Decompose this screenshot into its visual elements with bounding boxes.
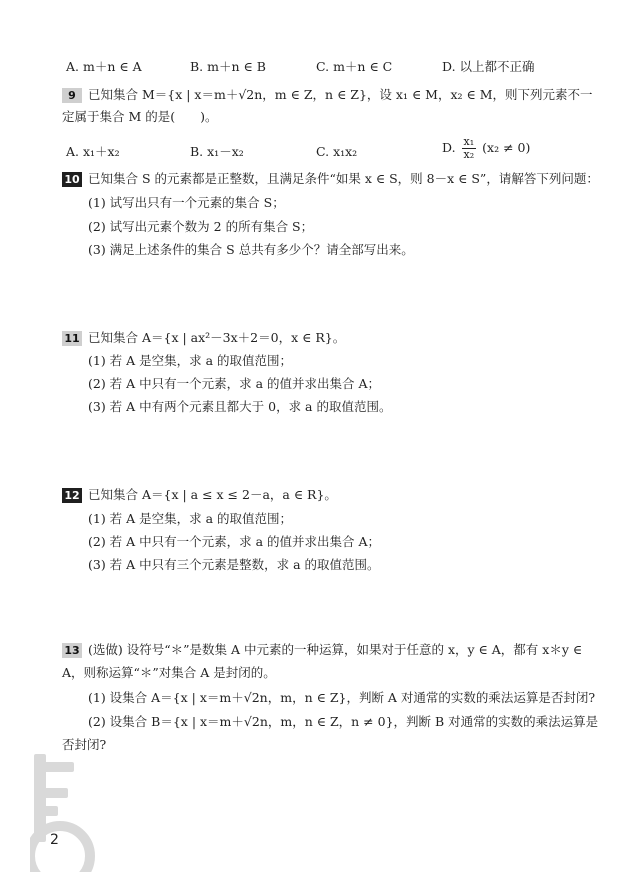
- q9-option-d-numerator: x₁: [463, 135, 475, 148]
- q8-option-c: C. m＋n ∈ C: [316, 59, 393, 74]
- q11-stem: [62, 329, 345, 347]
- q9-option-c: C. x₁x₂: [316, 144, 358, 159]
- q11-sub3: (3) 若 A 中有两个元素且都大于 0，求 a 的取值范围。: [88, 399, 392, 414]
- q10-sub2: (2) 试写出元素个数为 2 的所有集合 S；: [88, 219, 314, 234]
- q8-option-b: B. m＋n ∈ B: [190, 59, 266, 74]
- q11-number-badge: 11: [62, 331, 82, 346]
- key-decoration-icon: [30, 752, 100, 872]
- q13-stem-text: (选做) 设符号“＊”是数集 A 中元素的一种运算，如果对于任意的 x，y ∈ A，都有 x＊y ∈: [88, 642, 583, 657]
- q12-sub1: (1) 若 A 是空集，求 a 的取值范围；: [88, 511, 293, 526]
- q9-option-a: A. x₁＋x₂: [66, 144, 120, 159]
- q9-option-d: [442, 136, 530, 161]
- q9-option-d-fraction: [462, 136, 477, 161]
- q12-stem: [62, 486, 337, 504]
- q11-stem-text: 已知集合 A＝{x | ax²－3x＋2＝0，x ∈ R}。: [88, 330, 346, 345]
- q8-option-a: A. m＋n ∈ A: [66, 59, 142, 74]
- q10-number-badge: 10: [62, 172, 82, 187]
- q13-sub2-continued: 否封闭?: [62, 737, 107, 752]
- q8-option-d: D. 以上都不正确: [442, 59, 535, 74]
- q12-stem-text: 已知集合 A＝{x | a ≤ x ≤ 2－a，a ∈ R}。: [88, 487, 337, 502]
- page-number: 2: [50, 832, 59, 848]
- q10-stem: [62, 170, 599, 188]
- q10-sub1: (1) 试写出只有一个元素的集合 S；: [88, 195, 285, 210]
- q9-option-d-denominator: x₂: [463, 148, 475, 161]
- q9-stem-line2: 定属于集合 M 的是( )。: [62, 109, 218, 124]
- q12-sub3: (3) 若 A 中只有三个元素是整数，求 a 的取值范围。: [88, 557, 380, 572]
- q11-sub2: (2) 若 A 中只有一个元素，求 a 的值并求出集合 A；: [88, 376, 381, 391]
- q9-number-badge: 9: [62, 88, 82, 103]
- q13-stem-line1: [62, 641, 582, 659]
- q13-number-badge: 13: [62, 643, 82, 658]
- q9-option-b: B. x₁－x₂: [190, 144, 244, 159]
- q12-number-badge: 12: [62, 488, 82, 503]
- q13-stem-line2: A，则称运算“＊”对集合 A 是封闭的。: [62, 665, 276, 680]
- q9-stem-text: 已知集合 M＝{x | x＝m＋√2n，m ∈ Z，n ∈ Z}，设 x₁ ∈ M，x₂ ∈ M，则下列元素不一: [88, 87, 593, 102]
- q10-sub3: (3) 满足上述条件的集合 S 总共有多少个？请全部写出来。: [88, 242, 414, 257]
- q11-sub1: (1) 若 A 是空集，求 a 的取值范围；: [88, 353, 293, 368]
- q13-sub2: (2) 设集合 B＝{x | x＝m＋√2n，m，n ∈ Z，n ≠ 0}，判断 B 对通常的实数的乘法运算是: [88, 714, 599, 729]
- q12-sub2: (2) 若 A 中只有一个元素，求 a 的值并求出集合 A；: [88, 534, 381, 549]
- q9-option-d-condition: (x₂ ≠ 0): [482, 140, 531, 155]
- q13-sub1: (1) 设集合 A＝{x | x＝m＋√2n，m，n ∈ Z}，判断 A 对通常的实数的乘法运算是否封闭?: [88, 690, 596, 705]
- q10-stem-text: 已知集合 S 的元素都是正整数，且满足条件“如果 x ∈ S，则 8－x ∈ S”，请解答下列问题：: [88, 171, 599, 186]
- q9-option-d-label: D.: [442, 140, 456, 155]
- q9-stem-line1: [62, 86, 593, 104]
